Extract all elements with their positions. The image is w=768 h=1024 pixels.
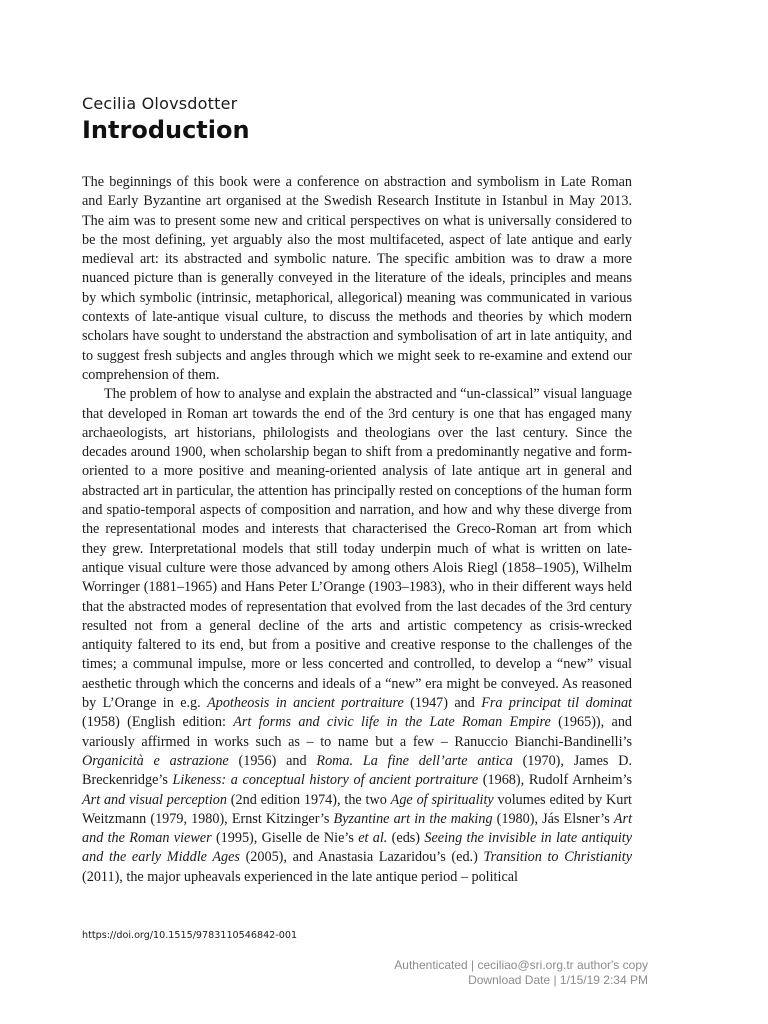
text-run: The beginnings of this book were a conference on abstraction and symbolism in Late Roman and Early Byzantine art organised at the Swedish Research Institute in Istanbul in May 2013. The aim was to present some new and critical perspectives on what is universally considered to be the most defining, yet arguably also the most multifaceted, aspect of late antique and early medieval art: its abstracted and symbolic nature. The specific ambition was to draw a more nuanced picture than is generally conveyed in the literature of the ideals, principles and means by which symbolic (intrinsic, metaphorical, allegorical) meaning was communicated in various contexts of late-antique visual culture, to discuss the methods and theories by which modern scholars have sought to understand the abstraction and symbolisation of art in late antiquity, and to suggest fresh subjects and angles through which we might seek to re-examine and extend our comprehension of them. — [82, 174, 632, 383]
download-date-line: Download Date | 1/15/19 2:34 PM — [468, 973, 648, 987]
body-text — [82, 173, 632, 887]
italic-title: Organicità e astrazione — [82, 752, 229, 769]
italic-title: Age of spirituality — [390, 791, 494, 808]
text-run: (1995), Giselle de Nie’s — [211, 830, 359, 847]
text-run: (eds) — [387, 830, 425, 847]
italic-title: Art and visual perception — [82, 791, 227, 808]
authentication-note — [394, 958, 648, 988]
italic-title: Byzantine art in the making — [333, 810, 493, 827]
italic-title: Likeness: a conceptual history of ancient portraiture — [172, 772, 479, 789]
text-run: (1956) and — [228, 752, 317, 769]
paragraph — [82, 173, 632, 385]
italic-title: Fra principat til dominat — [481, 695, 632, 712]
text-run: The problem of how to analyse and explain the abstracted and “un-classical” visual language that developed in Roman art towards the end of the 3rd century is one that has engaged many archaeologists, art historians, philologists and theologians over the last century. Since the decades around 1900, when scholarship began to shift from a predominantly negative and form-oriented to a more positive and meaning-oriented analysis of late antique art in general and abstracted art in particular, the attention has principally rested on conceptions of the human form and spatio-temporal aspects of composition and narration, and how and why these diverge from the representational modes and interests that characterised the Greco-Roman art from which they grew. Interpretational models that still today underpin much of what is written on late-antique visual culture were those advanced by among others Alois Riegl (1858–1905), Wilhelm Worringer (1881–1965) and Hans Peter L’Orange (1903–1983), who in their different ways held that the abstracted modes of representation that evolved from the last decades of the 3rd century resulted not from a general decline of the arts and artistic competency as crisis-wrecked antiquity faltered to its end, but from a positive and creative response to the challenges of the times; a communal impulse, more or less concerted and controlled, to develop a “new” visual aesthetic through which the concerns and ideals of a “new” era might be conveyed. As reasoned by L’Orange in e.g. — [82, 386, 632, 712]
text-run: (1958) (English edition: — [82, 714, 234, 731]
text-run: (2nd edition 1974), the two — [226, 791, 391, 808]
text-run: (2005), and Anastasia Lazaridou’s (ed.) — [239, 849, 484, 866]
text-run: (1970), James D. Breckenridge’s — [82, 752, 632, 789]
authentication-line: Authenticated | ceciliao@sri.org.tr author's copy — [394, 958, 648, 972]
italic-title: et al. — [358, 830, 388, 847]
paragraph — [82, 385, 632, 887]
italic-title: Art and the Roman viewer — [82, 810, 633, 847]
italic-title: Transition to Christianity — [483, 849, 632, 866]
text-run: (1965)), and variously affirmed in works such as – to name but a few – Ranuccio Bianchi-Bandinelli’s — [82, 714, 633, 750]
text-run: (1968), Rudolf Arnheim’s — [478, 772, 632, 789]
italic-title: Roma. La fine dell’arte antica — [316, 752, 513, 769]
text-run: (1980), Jás Elsner’s — [492, 810, 614, 827]
italic-title: Seeing the invisible in late antiquity and the early Middle Ages — [82, 830, 632, 866]
text-run: (1947) and — [403, 695, 482, 712]
text-run: (2011), the major upheavals experienced in the late antique period – political — [82, 868, 518, 885]
author-name: Cecilia Olovsdotter — [82, 94, 238, 113]
italic-title: Art forms and civic life in the Late Roman Empire — [233, 714, 551, 731]
text-run: volumes edited by Kurt Weitzmann (1979, 1980), Ernst Kitzinger’s — [82, 791, 633, 827]
italic-title: Apotheosis in ancient portraiture — [207, 695, 404, 712]
page-title: Introduction — [82, 116, 250, 144]
doi-link[interactable]: https://doi.org/10.1515/9783110546842-001 — [82, 930, 298, 941]
